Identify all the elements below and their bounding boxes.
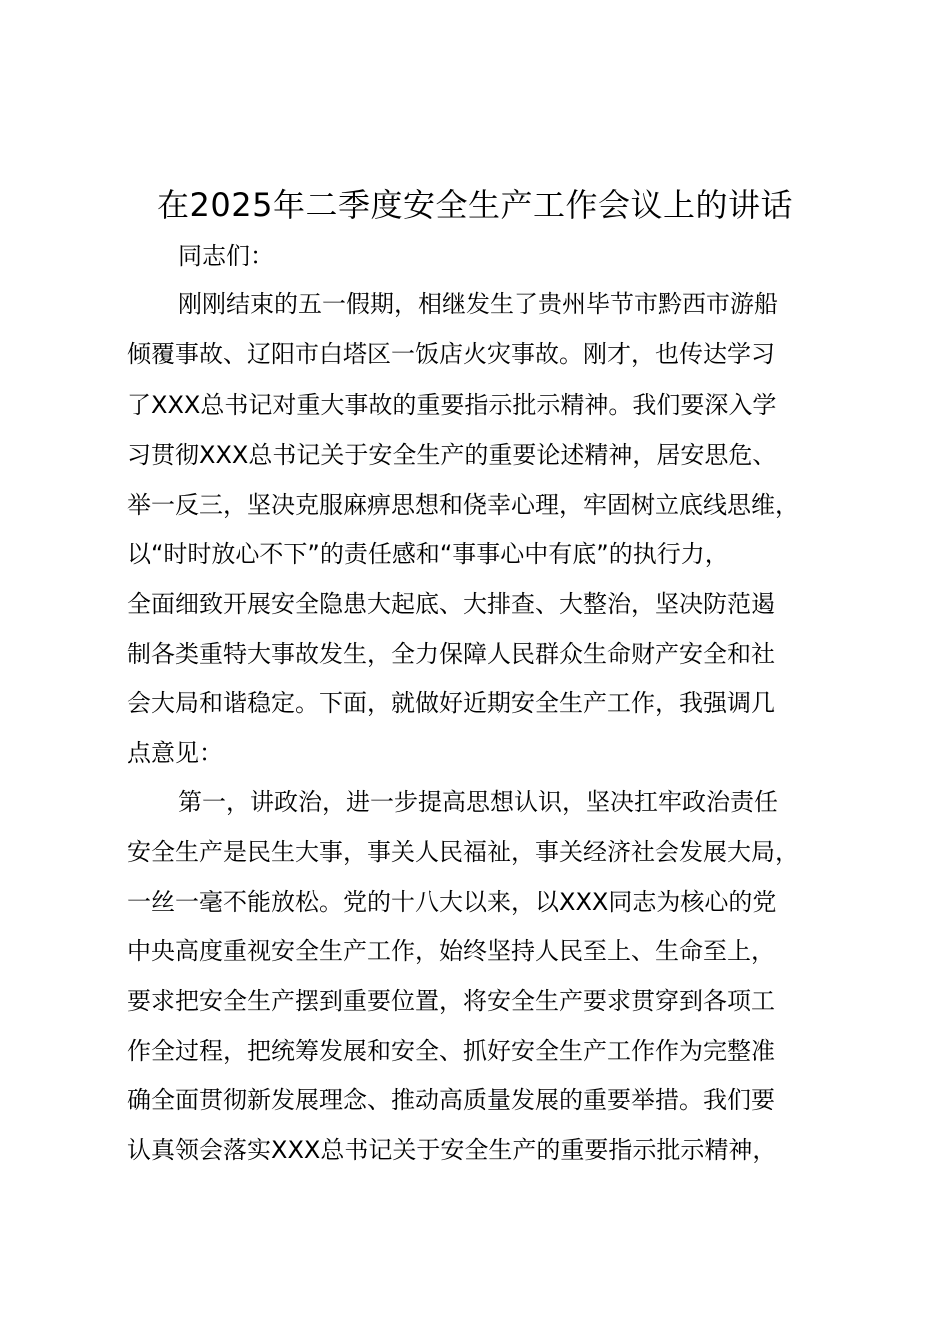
paragraph-line: 习贯彻XXX总书记关于安全生产的重要论述精神，居安思危、 [127,441,777,469]
paragraph-line: 作全过程，把统筹发展和安全、抓好安全生产工作作为完整准 [127,1037,775,1065]
paragraph-line: 一丝一毫不能放松。党的十八大以来，以XXX同志为核心的党 [127,888,777,916]
paragraph-line: 刚刚结束的五一假期，相继发生了贵州毕节市黔西市游船 [178,290,778,318]
paragraph-line: 确全面贯彻新发展理念、推动高质量发展的重要举措。我们要 [127,1086,775,1114]
paragraph-line: 要求把安全生产摆到重要位置，将安全生产要求贯穿到各项工 [127,987,775,1015]
salutation-line: 同志们： [178,242,274,270]
paragraph-line: 安全生产是民生大事，事关人民福祉，事关经济社会发展大局， [127,838,799,866]
section-heading: 第一，讲政治，进一步提高思想认识，坚决扛牢政治责任 [178,788,778,816]
paragraph-line: 会大局和谐稳定。下面，就做好近期安全生产工作，我强调几 [127,689,775,717]
paragraph-line: 了XXX总书记对重大事故的重要指示批示精神。我们要深入学 [127,391,777,419]
paragraph-line: 认真领会落实XXX总书记关于安全生产的重要指示批示精神， [127,1136,777,1164]
document-title: 在2025年二季度安全生产工作会议上的讲话 [157,186,793,224]
paragraph-line: 举一反三，坚决克服麻痹思想和侥幸心理，牢固树立底线思维， [127,491,799,519]
paragraph-line: 点意见： [127,739,223,767]
paragraph-line: 全面细致开展安全隐患大起底、大排查、大整治，坚决防范遏 [127,590,775,618]
paragraph-line: 制各类重特大事故发生，全力保障人民群众生命财产安全和社 [127,640,775,668]
paragraph-line: 倾覆事故、辽阳市白塔区一饭店火灾事故。刚才，也传达学习 [127,340,775,368]
paragraph-line: 以“时时放心不下”的责任感和“事事心中有底”的执行力， [127,540,729,568]
paragraph-line: 中央高度重视安全生产工作，始终坚持人民至上、生命至上， [127,937,775,965]
